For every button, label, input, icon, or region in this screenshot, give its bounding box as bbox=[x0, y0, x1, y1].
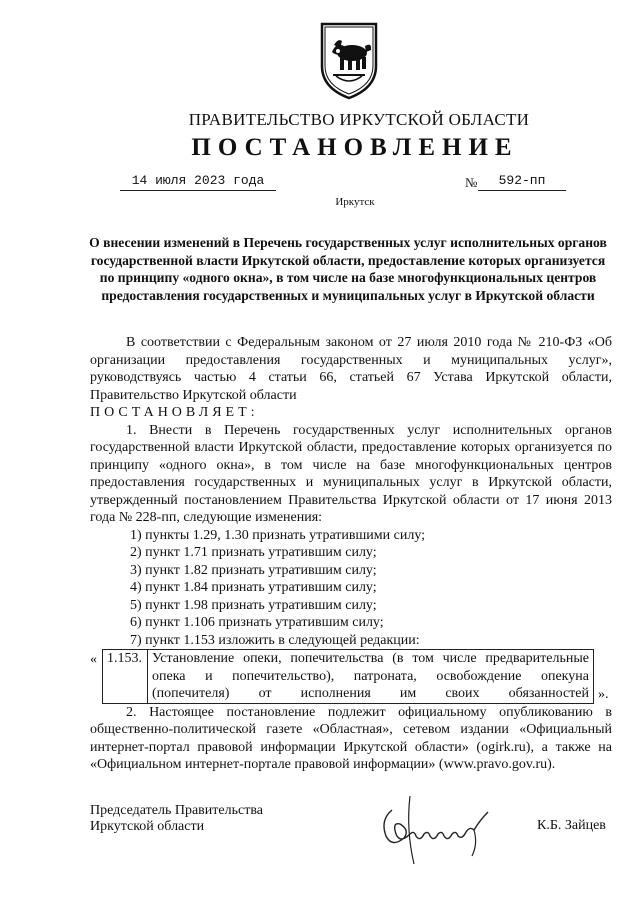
decrees-heading: ПОСТАНОВЛЯЕТ: bbox=[90, 405, 259, 420]
number-sign: № bbox=[465, 175, 478, 190]
document-city: Иркутск bbox=[335, 196, 375, 208]
signatory-name: К.Б. Зайцев bbox=[537, 818, 606, 833]
irkutsk-coat-of-arms-icon bbox=[318, 20, 380, 100]
position-line-1: Председатель Правительства bbox=[90, 803, 263, 818]
signatory-position bbox=[90, 803, 263, 835]
list-item: 2) пункт 1.71 признать утратившим силу; bbox=[130, 545, 377, 560]
point-2-paragraph: 2. Настоящее постановление подлежит официальному опубликованию в общественно-политической газете «Областная», сетевом издании «Официальный интернет-портал правовой информации Иркутской области» (ogirk.ru), а также на «Официальном интернет-портале правовой информации» (www.pravo.gov.ru). bbox=[90, 704, 612, 772]
list-item: 5) пункт 1.98 признать утратившим силу; bbox=[130, 597, 377, 613]
document-number: 592-пп bbox=[478, 173, 566, 191]
list-item: 1) пункты 1.29, 1.30 признать утратившими силу; bbox=[130, 527, 426, 543]
list-item: 4) пункт 1.84 признать утратившим силу; bbox=[130, 580, 377, 595]
amendment-table bbox=[102, 649, 594, 704]
document-title: О внесении изменений в Перечень государственных услуг исполнительных органов государственной власти Иркутской области, предоставление которых организуется по принципу «одного окна», в том числе на базе многофункциональных центров предоставления государственных и муниципальных услуг в Иркутской области bbox=[89, 235, 607, 303]
amendment-close-quote: ». bbox=[598, 687, 609, 702]
list-item: 3) пункт 1.82 признать утратившим силу; bbox=[130, 562, 377, 578]
document-date: 14 июля 2023 года bbox=[120, 173, 276, 191]
list-item: 6) пункт 1.106 признать утратившим силу; bbox=[130, 615, 384, 630]
position-line-2: Иркутской области bbox=[90, 819, 205, 834]
list-item: 7) пункт 1.153 изложить в следующей редакции: bbox=[130, 632, 420, 648]
document-type: ПОСТАНОВЛЕНИЕ bbox=[191, 134, 519, 161]
preamble-paragraph: В соответствии с Федеральным законом от 27 июля 2010 года № 210-ФЗ «Об организации предоставления государственных и муниципальных услуг», руководствуясь частью 4 статьи 66, статьей 67 Устава Иркутской области, Правительство Иркутской области bbox=[90, 335, 612, 403]
handwritten-signature bbox=[370, 790, 500, 870]
point-1-paragraph: 1. Внести в Перечень государственных услуг исполнительных органов государственной власти Иркутской области, предоставление которых организуется по принципу «одного окна», в том числе на базе многофункциональных центров предоставления государственных и муниципальных услуг в Иркутской области, утвержденный постановлением Правительства Иркутской области от 17 июня 2013 года № 228-пп, следующие изменения: bbox=[90, 422, 612, 525]
table-row bbox=[103, 650, 594, 704]
document-body bbox=[90, 334, 612, 774]
amendment-number: 1.153. bbox=[103, 650, 148, 704]
amendment-open-quote: « bbox=[90, 652, 97, 667]
government-name: ПРАВИТЕЛЬСТВО ИРКУТСКОЙ ОБЛАСТИ bbox=[188, 110, 530, 129]
amendment-text: Установление опеки, попечительства (в том числе предварительные опека и попечительство), патроната, освобождение опекуна (попечителя) от исполнения им своих обязанностей bbox=[148, 650, 594, 704]
amendment-block bbox=[90, 649, 612, 704]
